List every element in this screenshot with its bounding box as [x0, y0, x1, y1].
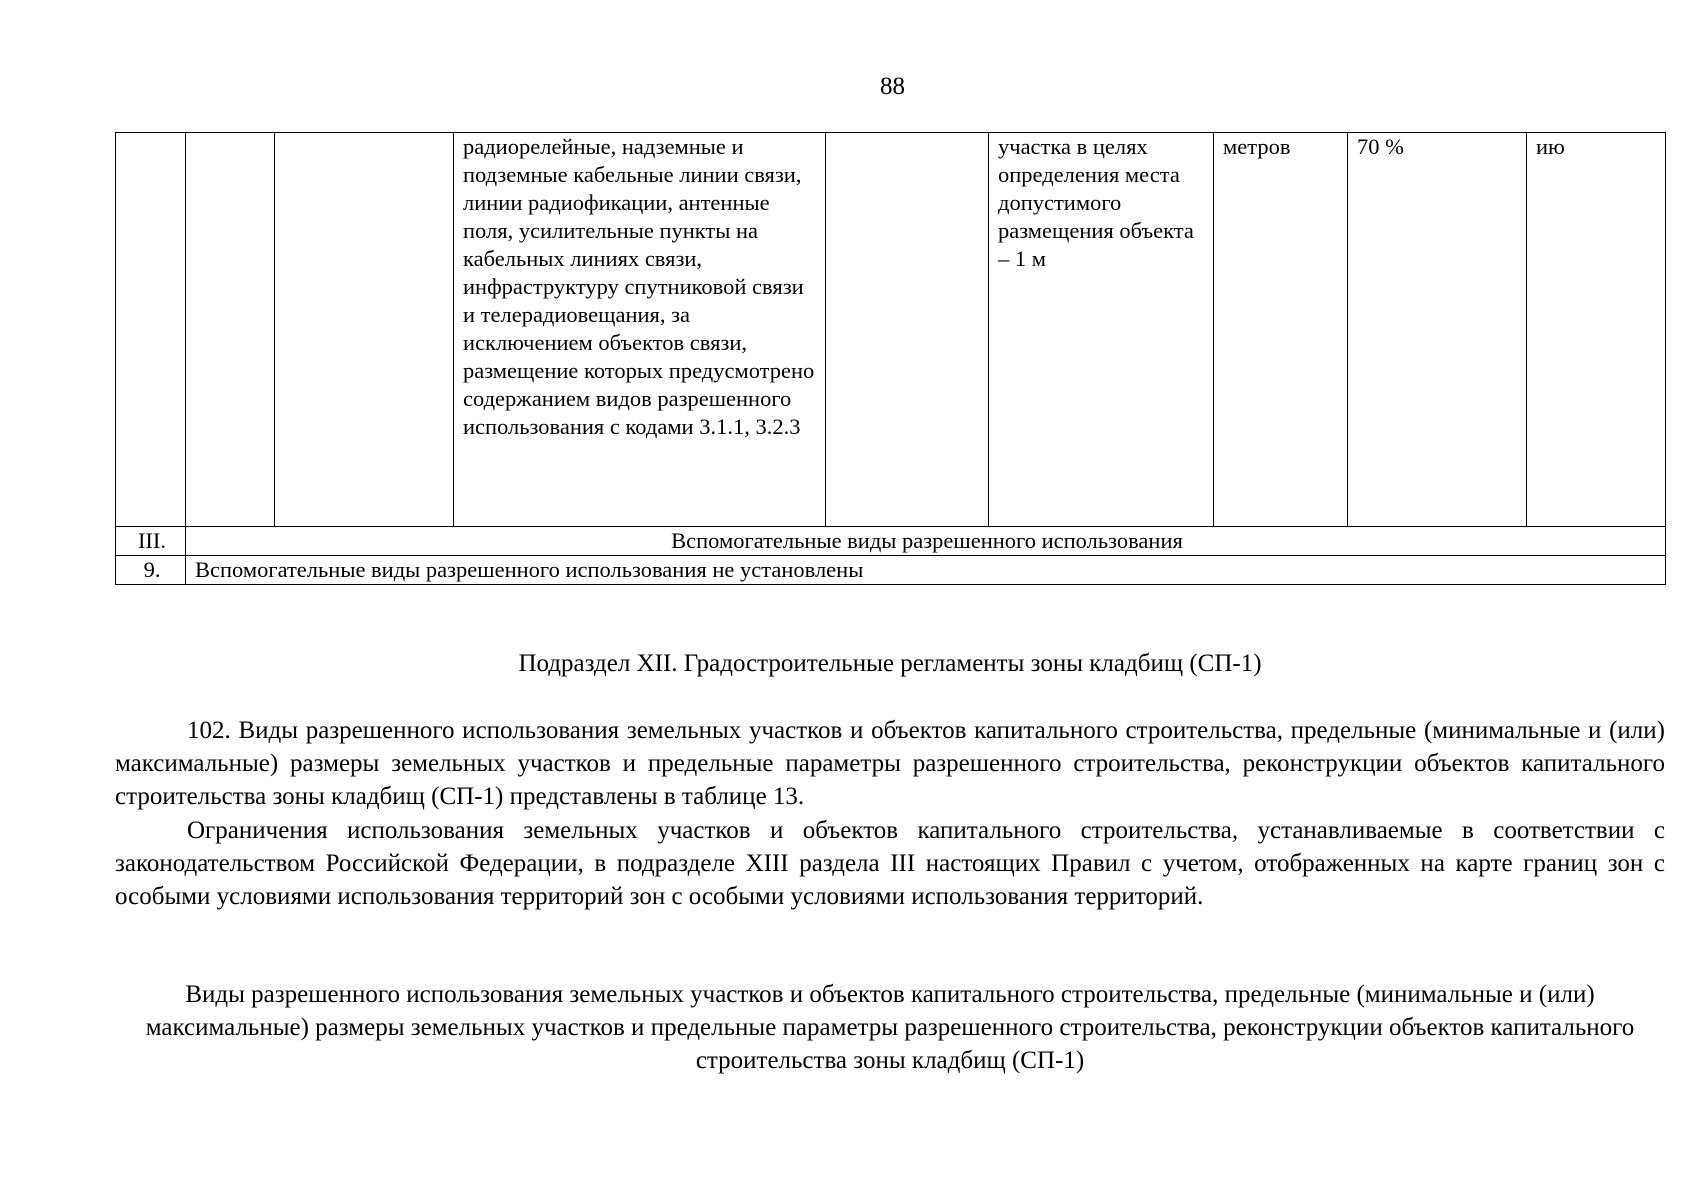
table-row-section [116, 527, 1666, 556]
item-number: 9. [116, 556, 186, 585]
table-row-continuation [116, 133, 1666, 527]
table-caption: Виды разрешенного использования земельных участков и объектов капитального строительства, предельные (минимальные и (или) максимальные) размеры земельных участков и предельные параметры разрешенного строительства, реконструкции объектов капитального строительства зоны кладбищ (СП-1) [145, 981, 1635, 1074]
table-cell-col9: ию [1527, 133, 1666, 527]
paragraph-restrictions: Ограничения использования земельных участков и объектов капитального строительства, устанавливаемые в соответствии с законодательством Российской Федерации, в подразделе XIII раздела III настоящих Правил с учетом, отображенных на карте границ зон с особыми условиями использования территорий зон с особыми условиями использования территорий. [115, 817, 1665, 910]
table-row-item [116, 556, 1666, 585]
page-number: 88 [880, 73, 905, 100]
paragraph-102: 102. Виды разрешенного использования земельных участков и объектов капитального строительства, предельные (минимальные и (или) максимальные) размеры земельных участков и предельные параметры разрешенного строительства, реконструкции объектов капитального строительства зоны кладбищ (СП-1) представлены в таблице 13. [115, 717, 1665, 810]
table-cell-col5 [826, 133, 989, 527]
table-cell-col3 [275, 133, 454, 527]
table-cell-setback: участка в целях определения места допустимого размещения объекта – 1 м [989, 133, 1214, 527]
table-cell-col1 [116, 133, 186, 527]
table-cell-percent: 70 % [1348, 133, 1527, 527]
section-number: III. [116, 527, 186, 556]
regulations-table [115, 132, 1666, 585]
table-cell-units: метров [1214, 133, 1348, 527]
table-cell-col2 [186, 133, 275, 527]
section-title: Вспомогательные виды разрешенного использования [186, 527, 1666, 556]
subsection-title: Подраздел XII. Градостроительные регламенты зоны кладбищ (СП-1) [518, 650, 1262, 677]
item-text: Вспомогательные виды разрешенного использования не установлены [186, 556, 1666, 585]
table-cell-permitted-objects: радиорелейные, надземные и подземные кабельные линии связи, линии радиофикации, антенные поля, усилительные пункты на кабельных линиях связи, инфраструктуру спутниковой связи и телерадиовещания, за исключением объектов связи, размещение которых предусмотрено содержанием видов разрешенного использования с кодами 3.1.1, 3.2.3 [454, 133, 826, 527]
